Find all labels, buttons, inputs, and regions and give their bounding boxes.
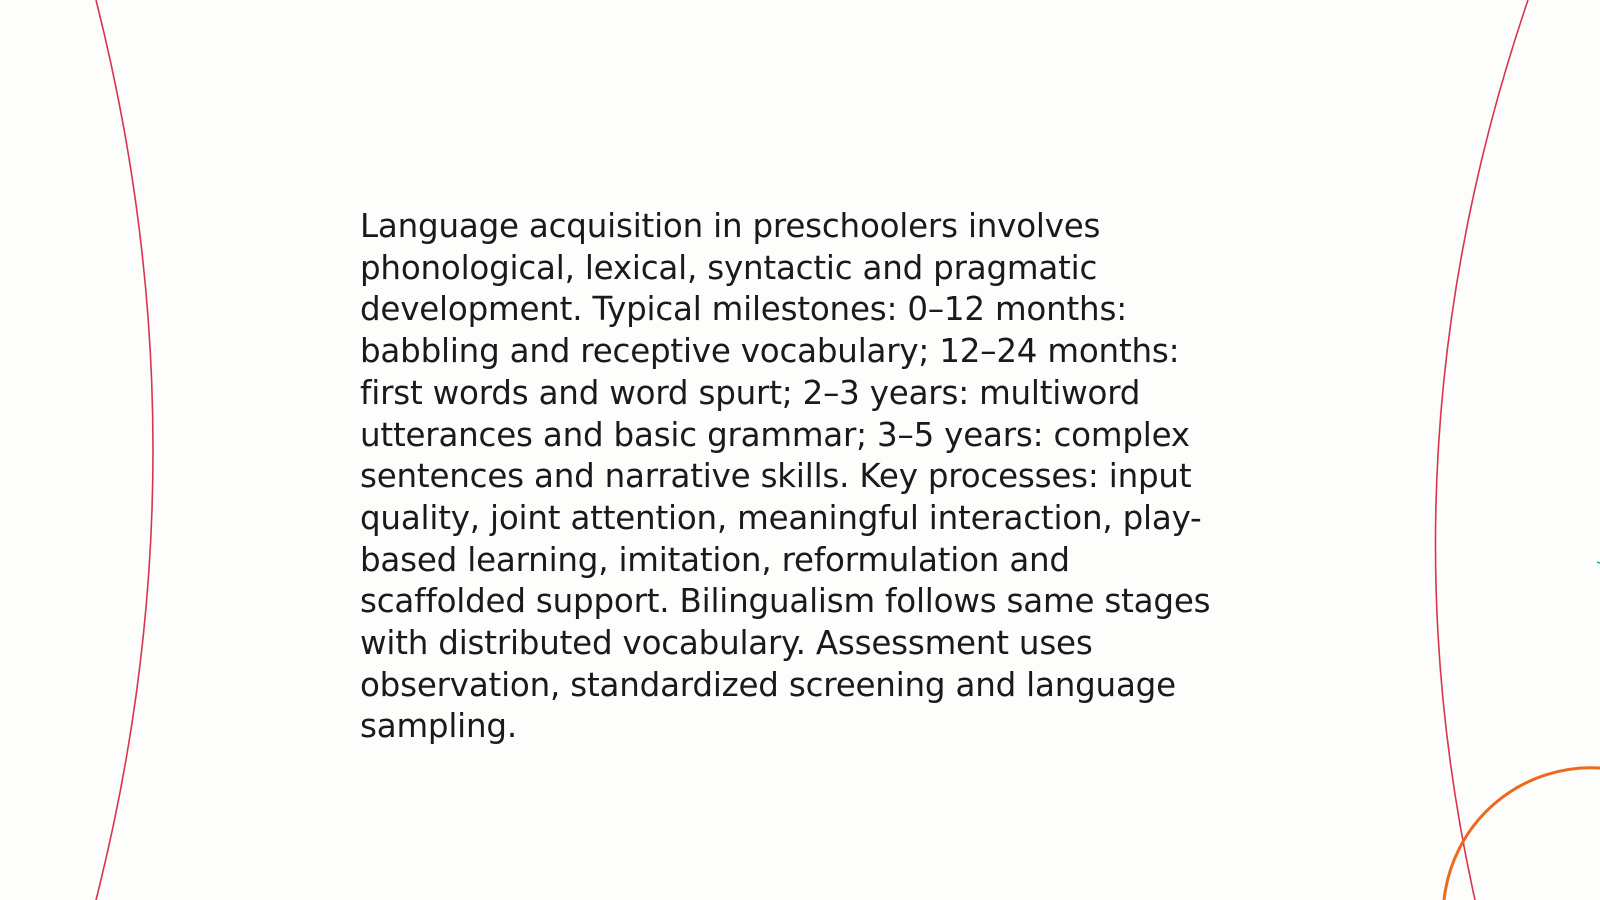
left-curve-line	[96, 0, 153, 900]
orange-arc	[1444, 768, 1600, 900]
right-curve-line	[1435, 0, 1528, 900]
slide-body-text: Language acquisition in preschoolers involves phonological, lexical, syntactic and pragmatic development. Typical milestones: 0–12 months: babbling and receptive vocabulary; 12–24 months: first words and word spurt; 2–3 years: multiword utterances and basic grammar; 3–5 years: complex sentences and narrative skills. Key processes: input quality, joint attention, meaningful interaction, play-based learning, imitation, reformulation and scaffolded support. Bilingualism follows same stages with distributed vocabulary. Assessment uses observation, standardized screening and language sampling.	[360, 207, 1211, 746]
